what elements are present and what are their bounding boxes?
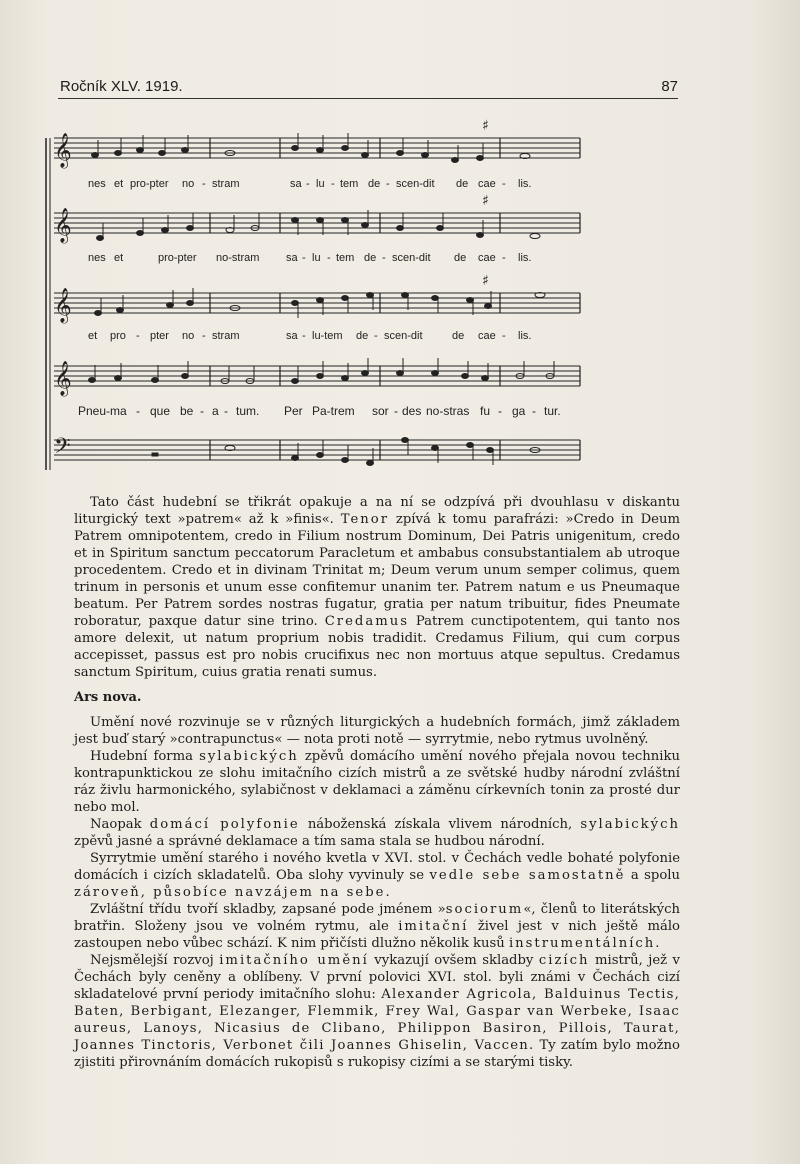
lyric: cae [478, 330, 496, 342]
lyric: no-stram [216, 252, 260, 264]
lyric: cae [478, 252, 496, 264]
text-run-spaced: vedle sebe samostatně [429, 868, 626, 883]
lyric: de [456, 178, 469, 190]
lyric: - [136, 330, 140, 342]
lyric: de [368, 178, 381, 190]
lyric: - [498, 404, 502, 418]
text-run-spaced: sociorum [445, 902, 524, 917]
paragraph [74, 850, 680, 901]
lyric: pro-pter [130, 178, 169, 190]
text-run-spaced: imitační [398, 919, 469, 934]
lyric: des [402, 404, 422, 418]
lyric: lu [316, 178, 325, 190]
lyric: a [212, 404, 219, 418]
credo-text [74, 494, 680, 681]
treble-clef-icon: 𝄞 [54, 288, 72, 323]
lyric: - [202, 330, 206, 342]
lyric: tem [336, 252, 355, 264]
lyric: - [386, 178, 390, 190]
lyric: - [302, 330, 306, 342]
lyric: Pneu-ma [78, 404, 127, 418]
lyric: - [302, 252, 306, 264]
lyric: pro-pter [158, 252, 197, 264]
text-run: Naopak [90, 817, 150, 832]
lyric: tur. [544, 404, 561, 418]
lyric: lis. [518, 252, 532, 264]
paragraph [74, 816, 680, 850]
sharp-icon: ♯ [482, 193, 489, 209]
text-run: Tato část hudební se třikrát opakuje a na ní se odzpívá při dvouhlasu v diskantu liturgický text »patrem« až k »finis«. [74, 495, 680, 527]
lyric: sa [290, 178, 302, 190]
lyric: fu [480, 404, 491, 418]
section-ars-nova [74, 714, 680, 1071]
text-run: vykazují ovšem skladby [368, 953, 539, 968]
lyric: scen-dit [396, 178, 435, 190]
lyric: be [180, 404, 194, 418]
paragraph-credo [74, 494, 680, 681]
text-run: «, členů to literátských bratřin. Složeny jsou ve volném rytmu, ale [74, 902, 680, 934]
text-run-spaced: zároveň, působíce navzájem na sebe. [74, 885, 392, 900]
lyric: et [114, 252, 124, 264]
lyric: et [114, 178, 124, 190]
lyric: de [356, 330, 369, 342]
text-run-spaced: imitačního umění [219, 953, 369, 968]
lyric: no-stras [426, 404, 470, 418]
score-staves [40, 110, 600, 480]
text-run: zpěvů jasné a správné deklamace a tím sama stala se hudbou národní. [74, 834, 545, 849]
lyric: nes [88, 252, 106, 264]
bass-clef-icon: 𝄢 [54, 434, 71, 464]
text-run: Hudební forma [90, 749, 200, 764]
header-volume: Ročník XLV. 1919. [60, 78, 183, 95]
lyric: lis. [518, 178, 532, 190]
lyric: - [374, 330, 378, 342]
music-score [40, 110, 600, 480]
text-run: Syrrytmie umění starého i nového kvetla v XVI. stol. v Čechách vedle bohaté polyfonie domácích i cizích skladatelů. Oba slohy vyvinuly se [74, 851, 680, 883]
lyric: - [502, 252, 506, 264]
text-run: zpívá k tomu parafrázi: »Credo in Deum Patrem omnipotentem, credo in Filium nostrum Dominum, Dei Patris unigenitum, credo et in Spiritum sanctum peccatorum Paracletum et ambabus consubstantialem ab utroque procedentem. Credo et in divinam Trinitat m; Deum verum unum semper colimus, quem trinum in personis et unum esse confitemur unanim ter. Patrem natum e us Pneumaque beatum. Per Patrem sordes nostras fugatur, gratia per natum tribuitur, fides Pneumate roboratur, paxque datur sine trino. [74, 512, 680, 629]
treble-clef-icon: 𝄞 [54, 133, 72, 168]
running-header [58, 78, 678, 99]
text-run-spaced: sylabických [580, 817, 680, 832]
text-run-spaced: Credamus [324, 614, 409, 629]
text-run: Zvláštní třídu tvoří skladby, zapsané pode jménem » [90, 902, 446, 917]
lyric: stram [212, 178, 240, 190]
lyric: Per [284, 404, 303, 418]
lyric: - [202, 178, 206, 190]
paragraph [74, 952, 680, 1071]
text-run-spaced: cizích [538, 953, 590, 968]
lyric: de [364, 252, 377, 264]
text-run-spaced: instrumentálních. [508, 936, 662, 951]
lyric: no [182, 330, 195, 342]
sharp-icon: ♯ [482, 273, 489, 289]
lyric: - [502, 178, 506, 190]
lyric: sor [372, 404, 389, 418]
staff-2 [54, 213, 580, 233]
text-run-spaced: Tenor [340, 512, 390, 527]
treble-clef-icon: 𝄞 [54, 208, 72, 243]
lyric: lu [312, 252, 321, 264]
text-run: Patrem cunctipotentem, qui tanto nos amore delexit, ut natum proprium nobis tradidit. Credamus Filium, qui cum corpus accepisset, passus est pro nobis crucifixus nec non mortuus atque sepultus. Credamus sanctum Spiritum, cuius gratia renati sumus. [74, 614, 680, 680]
lyric: scen-dit [392, 252, 431, 264]
page-number: 87 [661, 78, 678, 95]
lyric: sa [286, 330, 298, 342]
lyric: - [200, 404, 204, 418]
paragraph [74, 748, 680, 816]
lyric: et [88, 330, 98, 342]
lyric: pro [110, 330, 126, 342]
lyric: - [136, 404, 140, 418]
lyric: cae [478, 178, 496, 190]
lyric: tem [340, 178, 359, 190]
text-run: Ty zatím bylo možno zjistiti přirovnáním domácích rukopisů s rukopisy cizími a se starými tisky. [74, 1038, 680, 1070]
text-run-spaced: domácí polyfonie [149, 817, 300, 832]
lyric: de [454, 252, 467, 264]
text-run: Nejsmělejší rozvoj [90, 953, 220, 968]
text-run-spaced: sylabických [199, 749, 299, 764]
paragraph [74, 901, 680, 952]
lyric: scen-dit [384, 330, 423, 342]
lyric: - [306, 178, 310, 190]
lyric: lu-tem [312, 330, 343, 342]
lyric: - [382, 252, 386, 264]
lyric: - [327, 252, 331, 264]
lyric: de [452, 330, 465, 342]
lyric: Pa-trem [312, 404, 355, 418]
treble-clef-icon: 𝄞 [54, 361, 72, 396]
text-run: náboženská získala vlivem národních, [299, 817, 581, 832]
lyric: ga [512, 404, 526, 418]
lyric: pter [150, 330, 169, 342]
lyric: - [394, 404, 398, 418]
lyric: no [182, 178, 195, 190]
lyric: - [224, 404, 228, 418]
text-run: mistrů, jež v Čechách byly ceněny a oblíbeny. V první polovici XVI. stol. byli známi v Čechách cizí skladatelové první periody imitačního slohu: [74, 953, 680, 1002]
lyric: que [150, 404, 171, 418]
paragraph: Umění nové rozvinuje se v různých liturgických a hudebních formách, jimž základem jest buď starý »contrapunctus« — nota proti notě — syrrytmie, nebo rytmus uvolněný. [74, 715, 680, 747]
lyric: - [532, 404, 536, 418]
text-run-spaced: Alexander Agricola, Balduinus Tectis, Baten, Berbigant, Elezanger, Flemmik, Frey Wal, Gaspar van Werbeke, Isaac aureus, Lanoys, Nicasius de Clibano, Philippon Basiron, Pillois, Taurat, Joannes Tinctoris, Verbonet čili Joannes Ghiselin, Vaccen. [74, 987, 680, 1053]
text-run: živel jest v nich ještě málo zastoupen nebo vůbec schází. K nim přičísti dlužno několik kusů [74, 919, 680, 951]
lyric: - [331, 178, 335, 190]
lyric: tum. [236, 404, 260, 418]
lyric: stram [212, 330, 240, 342]
sharp-icon: ♯ [482, 118, 489, 134]
section-heading: Ars nova. [74, 690, 142, 705]
text-run: a spolu [625, 868, 681, 883]
lyric: sa [286, 252, 298, 264]
lyric: nes [88, 178, 106, 190]
lyric: - [502, 330, 506, 342]
staff-3 [54, 293, 580, 313]
text-run: zpěvů domácího umění nového přejala novou techniku kontrapunktickou ze slohu imitačního cizích mistrů a ze světské hudby národní zvláštní ráz živlu harmonického, sylabičnost v deklamaci a záměnu církevních tonin za prosté dur nebo mol. [74, 749, 680, 815]
lyric: lis. [518, 330, 532, 342]
